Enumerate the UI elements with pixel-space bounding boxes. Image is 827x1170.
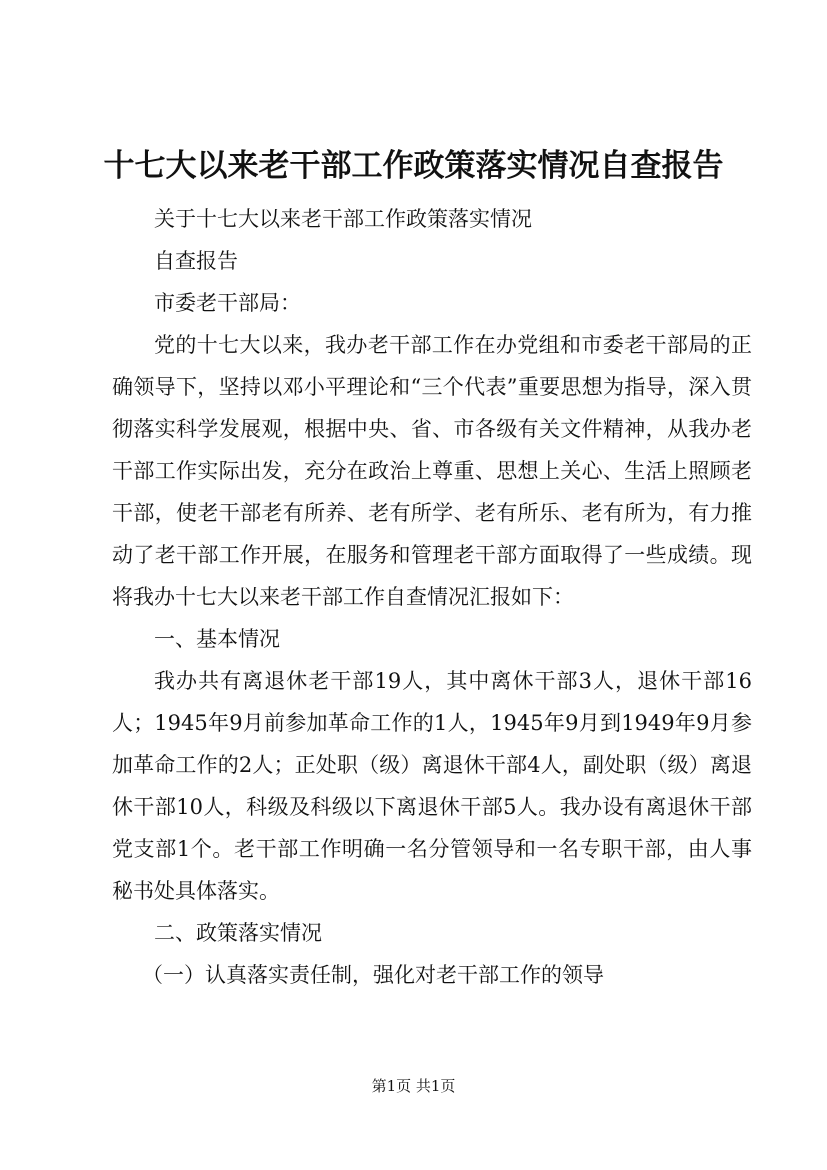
- document-title: 十七大以来老干部工作政策落实情况自查报告: [103, 148, 724, 184]
- paragraph-basic-info: 我办共有离退休老干部19人，其中离休干部3人，退休干部16人；1945年9月前参加革命工作的1人，1945年9月到1949年9月参加革命工作的2人；正处职（级）离退休干部4人，副处职（级）离退休干部10人，科级及科级以下离退休干部5人。我办设有离退休干部党支部1个。老干部工作明确一名分管领导和一名专职干部，由人事秘书处具体落实。: [112, 669, 752, 903]
- subsection-heading-1: （一）认真落实责任制，强化对老干部工作的领导: [142, 963, 604, 987]
- subtitle-line-1: 关于十七大以来老干部工作政策落实情况: [154, 207, 532, 231]
- document-body: [112, 198, 752, 996]
- section-heading-2: 二、政策落实情况: [154, 921, 322, 945]
- paragraph-intro: 党的十七大以来，我办老干部工作在办党组和市委老干部局的正确领导下，坚持以邓小平理论和“三个代表”重要思想为指导，深入贯彻落实科学发展观，根据中央、省、市各级有关文件精神，从我办老干部工作实际出发，充分在政治上尊重、思想上关心、生活上照顾老干部，使老干部老有所养、老有所学、老有所乐、老有所为，有力推动了老干部工作开展，在服务和管理老干部方面取得了一些成绩。现将我办十七大以来老干部工作自查情况汇报如下：: [112, 333, 752, 609]
- salutation: 市委老干部局：: [154, 291, 301, 315]
- subtitle-line-2: 自查报告: [154, 249, 238, 273]
- page-footer: 第1页 共1页: [371, 1077, 456, 1095]
- section-heading-1: 一、基本情况: [154, 627, 280, 651]
